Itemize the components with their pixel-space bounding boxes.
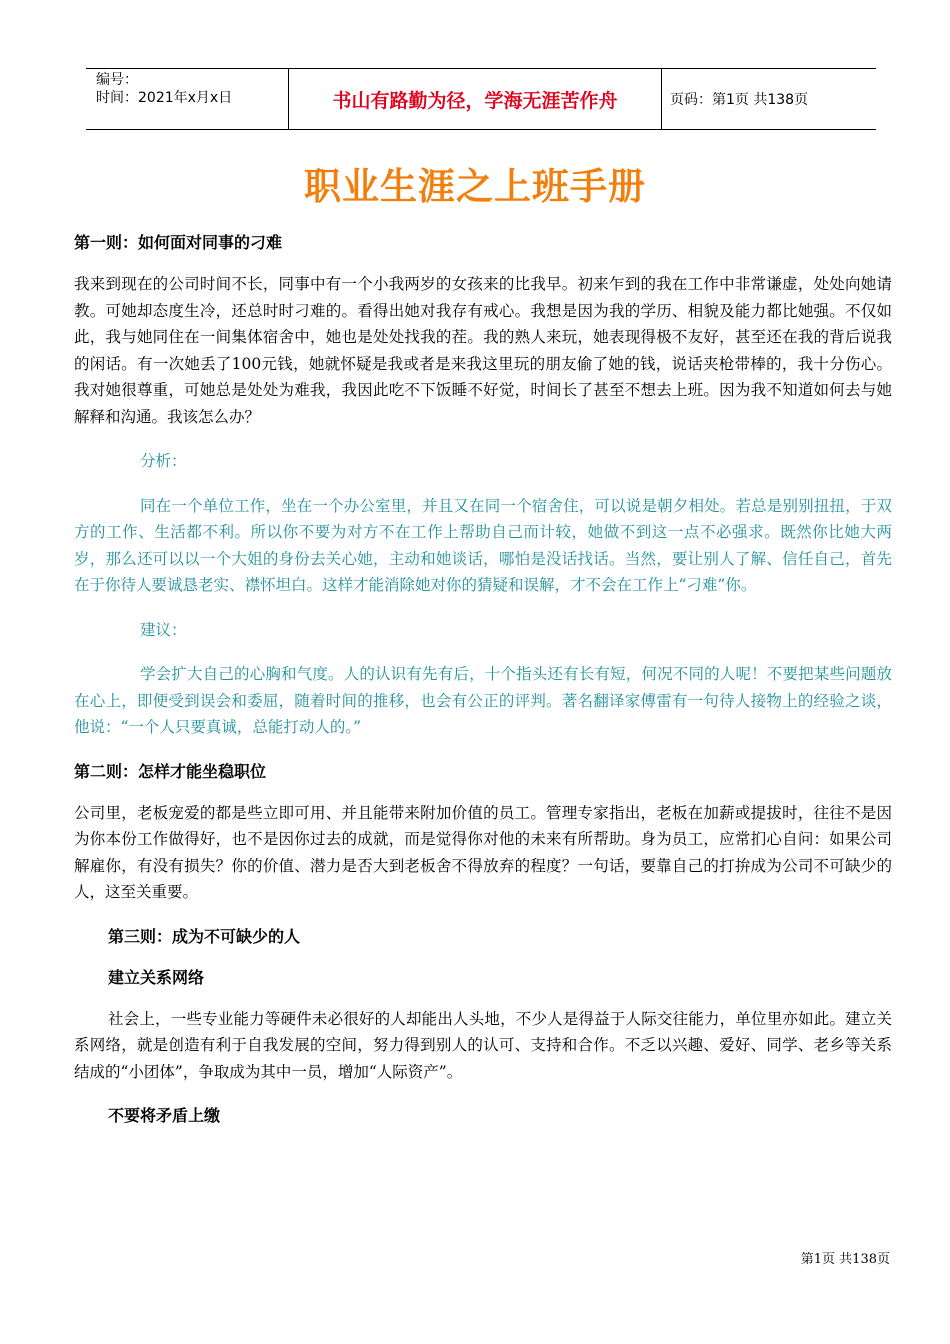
advice-body: 学会扩大自己的心胸和气度。人的认识有先有后，十个指头还有长有短，何况不同的人呢！不要把某些问题放在心上，即便受到误会和委屈，随着时间的推移，也会有公正的评判。著名翻译家傅雷有一句待人接物上的经验之谈，他说：“一个人只要真诚，总能打动人的。”: [74, 665, 892, 736]
section-1-body: 我来到现在的公司时间不长，同事中有一个小我两岁的女孩来的比我早。初来乍到的我在工作中非常谦虚，处处向她请教。可她却态度生冷，还总时时刁难的。看得出她对我存有戒心。我想是因为我的学历、相貌及能力都比她强。不仅如此，我与她同住在一间集体宿舍中，她也是处处找我的茬。我的熟人来玩，她表现得极不友好，甚至还在我的背后说我的闲话。有一次她丢了100元钱，她就怀疑是我或者是来我这里玩的朋友偷了她的钱，说话夹枪带棒的，我十分伤心。我对她很尊重，可她总是处处为难我，我因此吃不下饭睡不好觉，时间长了甚至不想去上班。因为我不知道如何去与她解释和沟通。我该怎么办？: [74, 275, 892, 426]
subsection-relationship-network: 建立关系网络: [108, 967, 205, 987]
page-footer: 第1页 共138页: [800, 1252, 890, 1267]
subsection-conflict: 不要将矛盾上缴: [108, 1106, 221, 1125]
header-page-info: 页码：第1页 共138页: [670, 92, 809, 108]
section-2-body: 公司里，老板宠爱的都是些立即可用、并且能带来附加价值的员工。管理专家指出，老板在加薪或提拔时，往往不是因为你本份工作做得好，也不是因你过去的成就，而是觉得你对他的未来有所帮助。身为员工，应常扪心自问：如果公司解雇你，有没有损失？你的价值、潜力是否大到老板舍不得放弃的程度？一句话，要靠自己的打拚成为公司不可缺少的人，这至关重要。: [74, 803, 892, 901]
section-2-heading: 第二则：怎样才能坐稳职位: [74, 761, 267, 781]
document-number: 编号：: [96, 72, 138, 88]
advice-label: 建议：: [140, 620, 187, 639]
header-motto: 书山有路勤为径，学海无涯苦作舟: [288, 69, 662, 129]
document-date: 时间：2021年x月x日: [96, 90, 233, 106]
analysis-label: 分析：: [140, 452, 187, 470]
header-left: [96, 71, 232, 107]
subsection-relationship-body: 社会上，一些专业能力等硬件未必很好的人却能出人头地，不少人是得益于人际交往能力，单位里亦如此。建立关系网络，就是创造有利于自我发展的空间，努力得到别人的认可、支持和合作。不乏以兴趣、爱好、同学、老乡等关系结成的“小团体”，争取成为其中一员，增加“人际资产”。: [74, 1009, 892, 1081]
section-1-heading: 第一则：如何面对同事的刁难: [74, 233, 283, 252]
document-body: [74, 230, 892, 1144]
document-title: 职业生涯之上班手册: [304, 165, 646, 208]
section-3-heading: 第三则：成为不可缺少的人: [108, 926, 301, 946]
page-header: [86, 68, 876, 130]
analysis-body: 同在一个单位工作，坐在一个办公室里，并且又在同一个宿舍住，可以说是朝夕相处。若总是别别扭扭，于双方的工作、生活都不利。所以你不要为对方不在工作上帮助自己而计较，她做不到这一点不必强求。既然你比她大两岁，那么还可以以一个大姐的身份去关心她，主动和她谈话，哪怕是没话找话。当然，要让别人了解、信任自己，首先在于你待人要诚恳老实、襟怀坦白。这样才能消除她对你的猜疑和误解，才不会在工作上“刁难”你。: [74, 496, 892, 594]
